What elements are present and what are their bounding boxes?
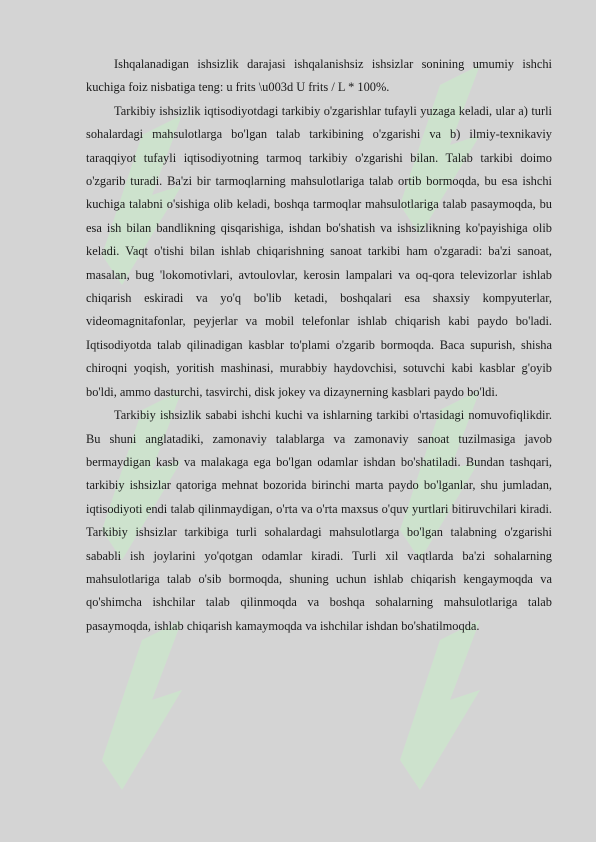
document-body [86, 53, 552, 638]
paragraph: Tarkibiy ishsizlik iqtisodiyotdagi tarkibiy o'zgarishlar tufayli yuzaga keladi, ular a) turli sohalardagi mahsulotlarga bo'lgan talab tarkibining o'zgarishi va b) ilmiy-texnikaviy taraqqiyot tufayli iqtisodiyotning tarmoq tarkibiy o'zgarishi bilan. Talab tarkibi doimo o'zgarib turadi. Ba'zi bir tarmoqlarning mahsulotlariga talab ortib bormoqda, bu esa ishchi kuchiga talabni o'sishiga olib keladi, boshqa tarmoqlar mahsulotlariga talab pasaymoqda, bu esa ish bilan bandlikning qisqarishiga, ishdan bo'shatish va ishsizlikning ko'payishiga olib keladi. Vaqt o'tishi bilan ishlab chiqarishning sanoat tarkibi ham o'zgaradi: ba'zi sanoat, masalan, bug 'lokomotivlari, avtoulovlar, kerosin lampalari va oq-qora televizorlar ishlab chiqarish eskiradi va yo'q bo'lib ketadi, boshqalari esa shaxsiy kompyuterlar, videomagnitafonlar, peyjerlar va mobil telefonlar ishlab chiqarish kabi paydo bo'ladi. Iqtisodiyotda talab qilinadigan kasblar to'plami o'zgarib bormoqda. Baca supurish, shisha chiroqni yoqish, yoritish mashinasi, murabbiy haydovchisi, sotuvchi kabi kasblar g'oyib bo'ldi, ammo dasturchi, tasvirchi, disk jokey va dizaynerning kasblari paydo bo'ldi. [86, 103, 552, 399]
paragraph: Tarkibiy ishsizlik sababi ishchi kuchi va ishlarning tarkibi o'rtasidagi nomuvofiqlikdir. Bu shuni anglatadiki, zamonaviy talablarga va zamonaviy sanoat tuzilmasiga javob bermaydigan kasb va malakaga ega bo'lgan odamlar ishdan bo'shatiladi. Bundan tashqari, tarkibiy ishsizlar qatoriga mehnat bozorida birinchi marta paydo bo'lganlar, shu jumladan, iqtisodiyoti endi talab qilinmaydigan, o'rta va o'rta maxsus o'quv yurtlari bitiruvchilari kiradi. Tarkibiy ishsizlar tarkibiga turli sohalardagi mahsulotlarga bo'lgan talabning o'zgarishi sababli ish joylarini yo'qotgan odamlar kiradi. Turli xil vaqtlarda ba'zi sohalarning mahsulotlariga talab o'sib bormoqda, shuning uchun ishlab chiqarish kengaymoqda va qo'shimcha ishchilar talab qilinmoqda va boshqa sohalarning mahsulotlariga talab pasaymoqda, ishlab chiqarish kamaymoqda va ishchilar ishdan bo'shatilmoqda. [86, 408, 552, 633]
paragraph: Ishqalanadigan ishsizlik darajasi ishqalanishsiz ishsizlar sonining umumiy ishchi kuchiga foiz nisbatiga teng: u frits \u003d U frits / L * 100%. [86, 57, 552, 95]
